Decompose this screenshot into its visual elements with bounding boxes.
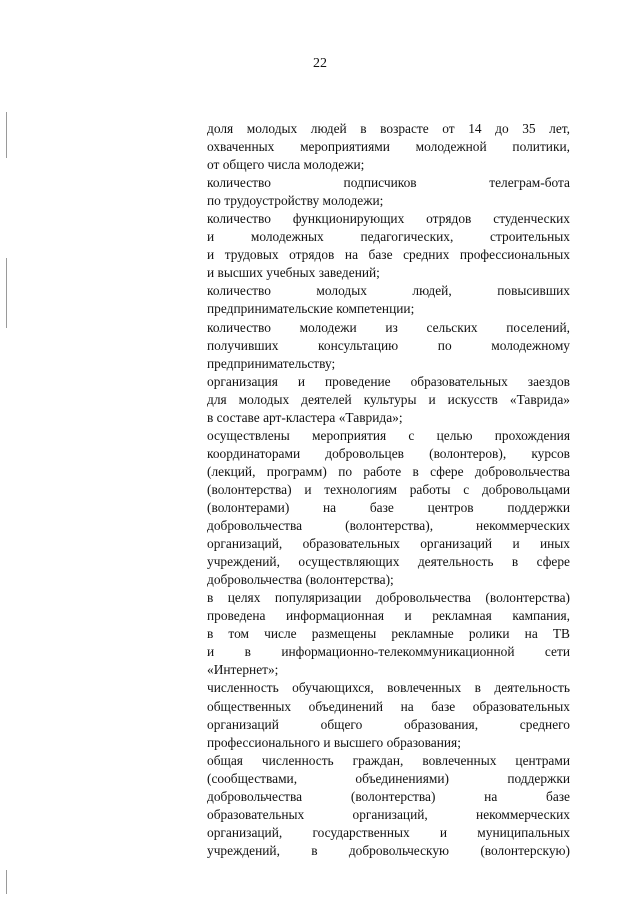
document-body xyxy=(207,120,570,860)
text-line: и высших учебных заведений; xyxy=(207,265,380,281)
text-line: предпринимательству; xyxy=(207,355,336,371)
text-line: добровольчества (волонтерства); xyxy=(207,572,394,588)
text-line: организаций, государственных и муниципальных xyxy=(207,824,570,840)
text-line: от общего числа молодежи; xyxy=(207,157,365,173)
text-line: проведена информационная и рекламная кампания, xyxy=(207,608,570,624)
scan-edge-mark xyxy=(6,112,7,158)
text-line: численность обучающихся, вовлеченных в деятельность xyxy=(207,680,570,696)
page-number: 22 xyxy=(313,56,327,71)
text-line: учреждений, осуществляющих деятельность в сфере xyxy=(207,554,570,570)
text-line: образовательных организаций, некоммерческих xyxy=(207,806,570,822)
text-line: количество функционирующих отрядов студенческих xyxy=(207,211,570,227)
text-line: по трудоустройству молодежи; xyxy=(207,193,384,209)
scan-edge-mark xyxy=(6,870,7,894)
text-line: в целях популяризации добровольчества (волонтерства) xyxy=(207,590,570,606)
text-line: профессионального и высшего образования; xyxy=(207,734,461,750)
text-line: осуществлены мероприятия с целью прохождения xyxy=(207,427,570,443)
text-line: организация и проведение образовательных заездов xyxy=(207,373,570,389)
text-line: для молодых деятелей культуры и искусств «Таврида» xyxy=(207,391,570,407)
text-line: организаций, образовательных организаций и иных xyxy=(207,536,570,552)
text-line: и в информационно-телекоммуникационной сети xyxy=(207,644,570,660)
text-line: и молодежных педагогических, строительных xyxy=(207,229,570,245)
text-line: добровольчества (волонтерства) на базе xyxy=(207,788,570,804)
text-line: организаций общего образования, среднего xyxy=(207,716,570,732)
text-line: предпринимательские компетенции; xyxy=(207,301,415,317)
text-line: общая численность граждан, вовлеченных центрами xyxy=(207,752,570,768)
text-line: (сообществами, объединениями) поддержки xyxy=(207,770,570,786)
text-line: добровольчества (волонтерства), некоммерческих xyxy=(207,518,570,534)
text-line: получивших консультацию по молодежному xyxy=(207,337,570,353)
text-line: общественных объединений на базе образовательных xyxy=(207,698,570,714)
text-line: доля молодых людей в возрасте от 14 до 35 лет, xyxy=(207,121,570,136)
text-line: в составе арт-кластера «Таврида»; xyxy=(207,409,403,425)
scan-edge-mark xyxy=(6,258,7,328)
text-line: количество подписчиков телеграм-бота xyxy=(207,175,570,191)
text-line: (лекций, программ) по работе в сфере добровольчества xyxy=(207,463,570,479)
text-line: учреждений, в добровольческую (волонтерскую) xyxy=(207,842,570,858)
text-line: количество молодых людей, повысивших xyxy=(207,283,570,299)
text-line: «Интернет»; xyxy=(207,662,279,678)
text-line: охваченных мероприятиями молодежной политики, xyxy=(207,139,570,155)
text-line: количество молодежи из сельских поселений, xyxy=(207,319,570,335)
text-line: координаторами добровольцев (волонтеров), курсов xyxy=(207,445,570,461)
text-line: и трудовых отрядов на базе средних профессиональных xyxy=(207,247,570,263)
text-line: (волонтерства) и технологиям работы с добровольцами xyxy=(207,481,570,497)
text-line: в том числе размещены рекламные ролики на ТВ xyxy=(207,626,570,642)
text-line: (волонтерами) на базе центров поддержки xyxy=(207,499,570,515)
